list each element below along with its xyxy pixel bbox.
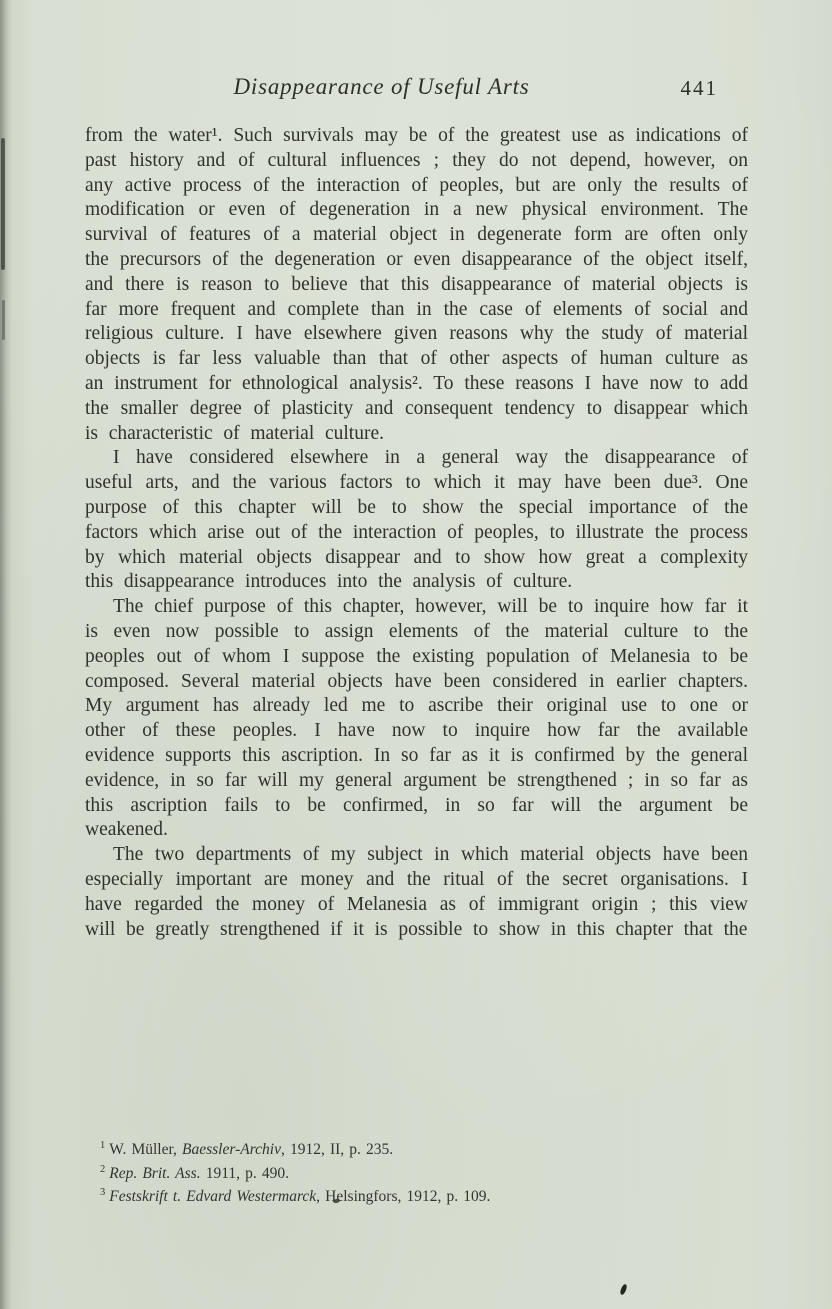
footnote-work-title: Baessler-Archiv (182, 1141, 281, 1159)
scan-artifact (2, 300, 5, 340)
footnote-work-title: Rep. Brit. Ass. (109, 1164, 201, 1182)
paragraph: I have considered elsewhere in a general way the disappearance of useful arts, and the various factors to which it may have been due³. One purpose of this chapter will be to show the special importance of the factors which arise out of the interaction of peoples, to illustrate the process by which material objects disappear and to show how great a complexity this disappearance introduces into the analysis of culture. (85, 447, 748, 593)
footnote (100, 1183, 730, 1207)
running-head-title: Disappearance of Useful Arts (233, 74, 530, 99)
footnote-work-title: Festskrift t. Edvard Westermarck (109, 1188, 317, 1206)
footnote-text: 1911, p. 490. (200, 1164, 289, 1182)
footnote (100, 1136, 730, 1160)
paragraph: The chief purpose of this chapter, however, will be to inquire how far it is even now possible to assign elements of the material culture to the peoples out of whom I suppose the existing population of Melanesia to be composed. Several material objects have been considered in earlier chapters. My argument has already led me to ascribe their original use to one or other of these peoples. I have now to inquire how far the available evidence supports this ascription. In so far as it is confirmed by the general evidence, in so far will my general argument be strengthened ; in so far as this ascription fails to be confirmed, in so far will the argument be weakened. (85, 596, 748, 841)
scan-speck (619, 1283, 627, 1295)
body-text (85, 124, 748, 942)
footnote-marker: 3 (100, 1187, 106, 1199)
paragraph: The two departments of my subject in which material objects have been especially important are money and the ritual of the secret organisations. I have regarded the money of Melanesia as of immigrant origin ; this view will be greatly strengthened if it is possible to show in this chapter that the (85, 844, 748, 940)
footnote-text: W. Müller, (109, 1141, 183, 1159)
footnote-text: , Helsingfors, 1912, p. 109. (316, 1188, 491, 1206)
footnotes-section (100, 1136, 730, 1207)
footnote-text: , 1912, II, p. 235. (281, 1141, 394, 1159)
page-number: 441 (680, 76, 718, 100)
scan-artifact (1, 138, 5, 270)
footnote-marker: 1 (100, 1140, 106, 1151)
paragraph: from the water¹. Such survivals may be of the greatest use as indications of past history and of cultural influences ; they do not depend, however, on any active process of the interaction of peoples, but are only the results of modification or even of degeneration in a new physical environment. The survival of features of a material object in degenerate form are often only the precursors of the degeneration or even disappearance of the object itself, and there is reason to believe that this disappearance of material objects is far more frequent and complete than in the case of elements of social and religious culture. I have elsewhere given reasons why the study of material objects is far less valuable than that of other aspects of human culture as an instrument for ethnological analysis². To these reasons I have now to add the smaller degree of plasticity and consequent tendency to disappear which is characteristic of material culture. (85, 125, 748, 444)
footnote-marker: 2 (100, 1163, 106, 1175)
page-header (85, 74, 748, 104)
footnote (100, 1160, 730, 1184)
